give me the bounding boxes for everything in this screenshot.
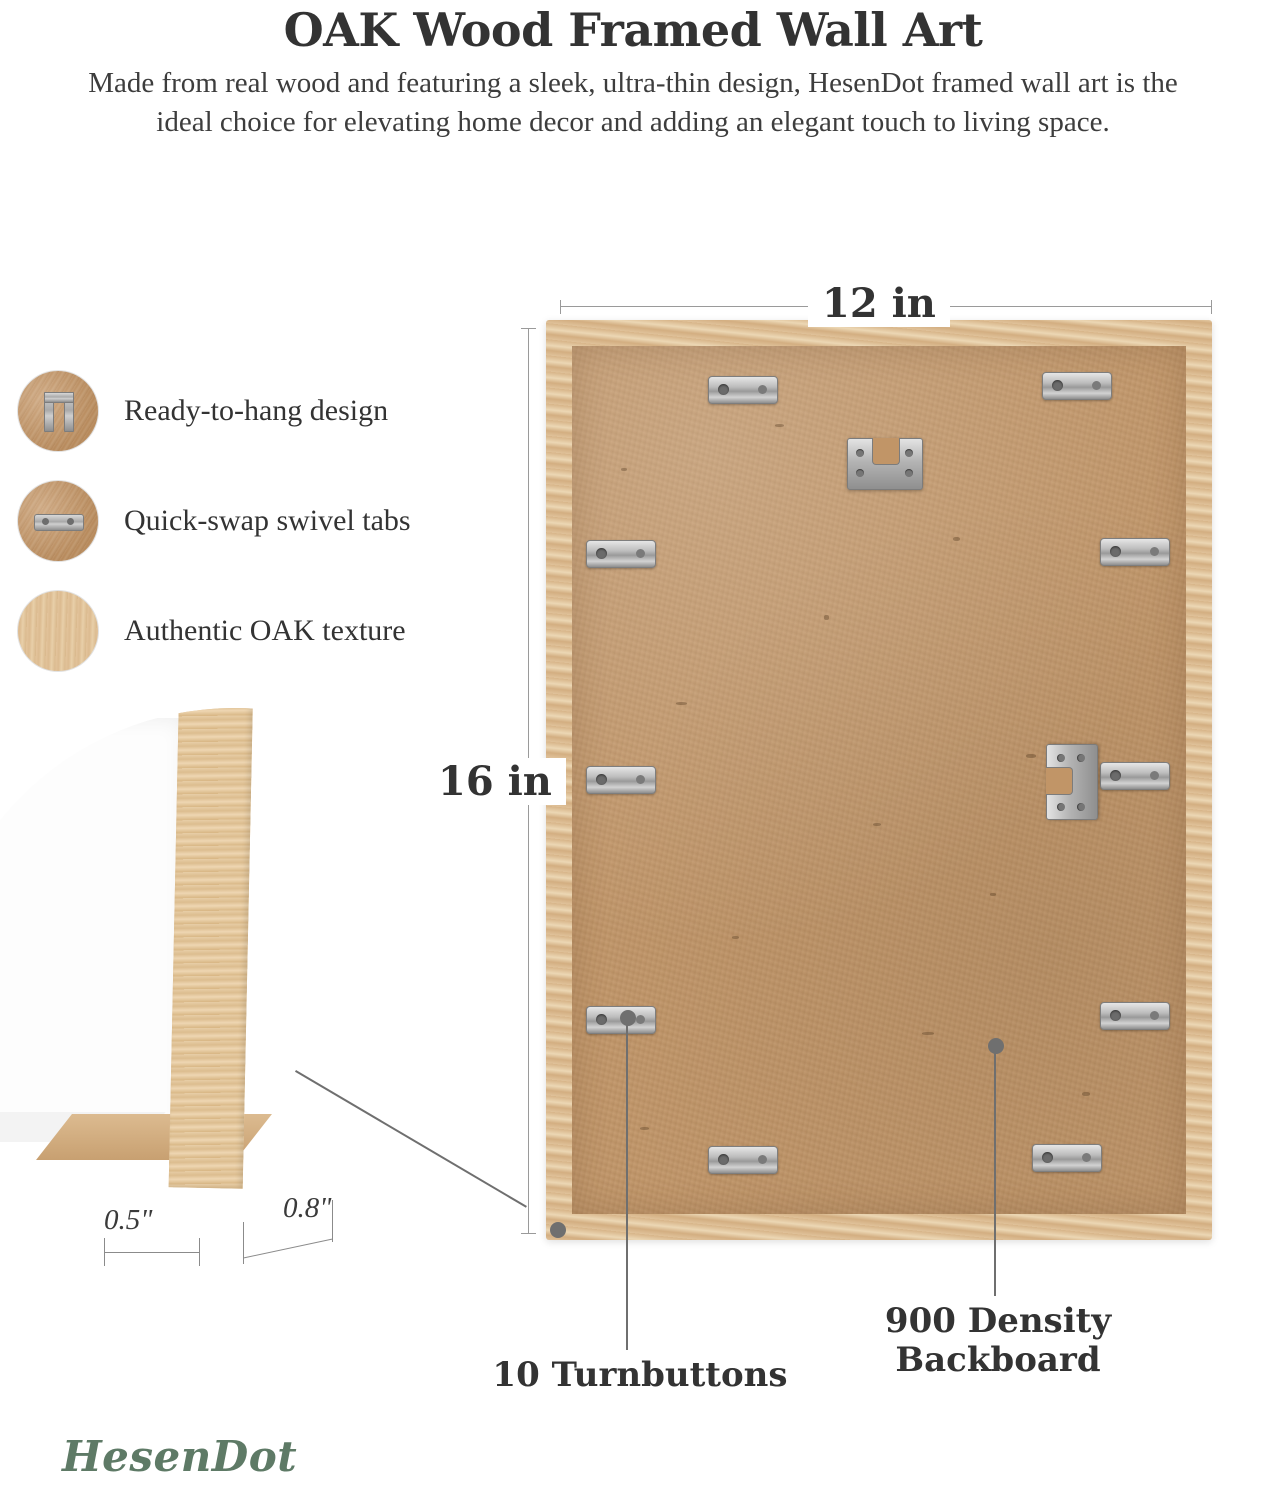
feature-label: Authentic OAK texture	[124, 614, 406, 647]
closeup-print-mat	[0, 718, 184, 1138]
backboard-leader-line	[995, 1048, 997, 1296]
hanging-bracket-landscape	[1046, 744, 1098, 820]
frame-width-label: 0.8"	[283, 1192, 332, 1224]
hanger-screw	[1057, 803, 1065, 811]
page-title: OAK Wood Framed Wall Art	[283, 3, 983, 57]
turnbutton	[1042, 372, 1112, 400]
turnbutton	[708, 1146, 778, 1174]
depth-dim-line	[104, 1252, 200, 1253]
swivel-tab-hole-icon	[42, 518, 49, 525]
feature-label: Ready-to-hang design	[124, 394, 389, 427]
callout-backboard-line1: 900 Density	[884, 1301, 1112, 1341]
hanger-notch	[872, 438, 900, 465]
frame-depth-label: 0.5"	[104, 1204, 153, 1236]
hanger-screw	[905, 469, 913, 477]
backboard-callout-dot	[988, 1038, 1004, 1054]
feature-label: Quick-swap swivel tabs	[124, 504, 411, 537]
turnbutton	[1032, 1144, 1102, 1172]
swivel-tab-screw-icon	[67, 518, 74, 525]
width-dim-tick-right	[332, 1200, 333, 1242]
callout-turnbuttons: 10 Turnbuttons	[492, 1355, 788, 1395]
hanger-screw	[856, 469, 864, 477]
hanging-bracket-portrait	[847, 438, 923, 490]
frame-back-photo	[546, 320, 1212, 1240]
hardware-hanger-swatch	[18, 371, 98, 451]
width-measure-tick-right	[1211, 300, 1212, 314]
height-dimension-label: 16 in	[424, 758, 566, 805]
turnbutton-leader-line-b	[627, 1020, 629, 1350]
turnbutton-callout-dot	[550, 1222, 566, 1238]
hanger-notch	[1046, 767, 1073, 795]
brand-logo: HesenDot	[62, 1432, 298, 1481]
turnbutton	[1100, 538, 1170, 566]
hanger-bracket-top-icon	[44, 392, 74, 403]
width-measure-tick-left	[560, 300, 561, 314]
hanger-screw	[1077, 803, 1085, 811]
turnbutton	[586, 540, 656, 568]
feature-item-ready-to-hang	[18, 368, 488, 454]
height-measure-tick-bottom	[521, 1233, 536, 1234]
turnbutton	[1100, 1002, 1170, 1030]
callout-backboard	[858, 1302, 1138, 1380]
turnbutton	[586, 766, 656, 794]
callout-backboard-line2: Backboard	[895, 1340, 1101, 1381]
height-measure-tick-top	[521, 328, 536, 329]
turnbutton	[708, 376, 778, 404]
swivel-tab-swatch	[18, 481, 98, 561]
feature-item-oak-texture	[18, 588, 488, 674]
page-subtitle: Made from real wood and featuring a sleek, ultra-thin design, HesenDot framed wall art is the ideal choice for elevating home decor and adding an elegant touch to living space.	[88, 67, 1178, 138]
turnbutton-anchor-dot	[620, 1010, 636, 1026]
backboard-surface	[572, 346, 1186, 1214]
turnbutton	[1100, 762, 1170, 790]
feature-list	[18, 368, 488, 698]
oak-texture-swatch	[18, 591, 98, 671]
hanger-screw	[1057, 754, 1065, 762]
width-dimension-label: 12 in	[808, 280, 950, 327]
closeup-frame-side	[163, 1108, 262, 1184]
feature-item-swivel-tabs	[18, 478, 488, 564]
hanger-screw	[905, 449, 913, 457]
hanger-screw	[856, 449, 864, 457]
hanger-screw	[1077, 754, 1085, 762]
header	[0, 0, 1266, 141]
